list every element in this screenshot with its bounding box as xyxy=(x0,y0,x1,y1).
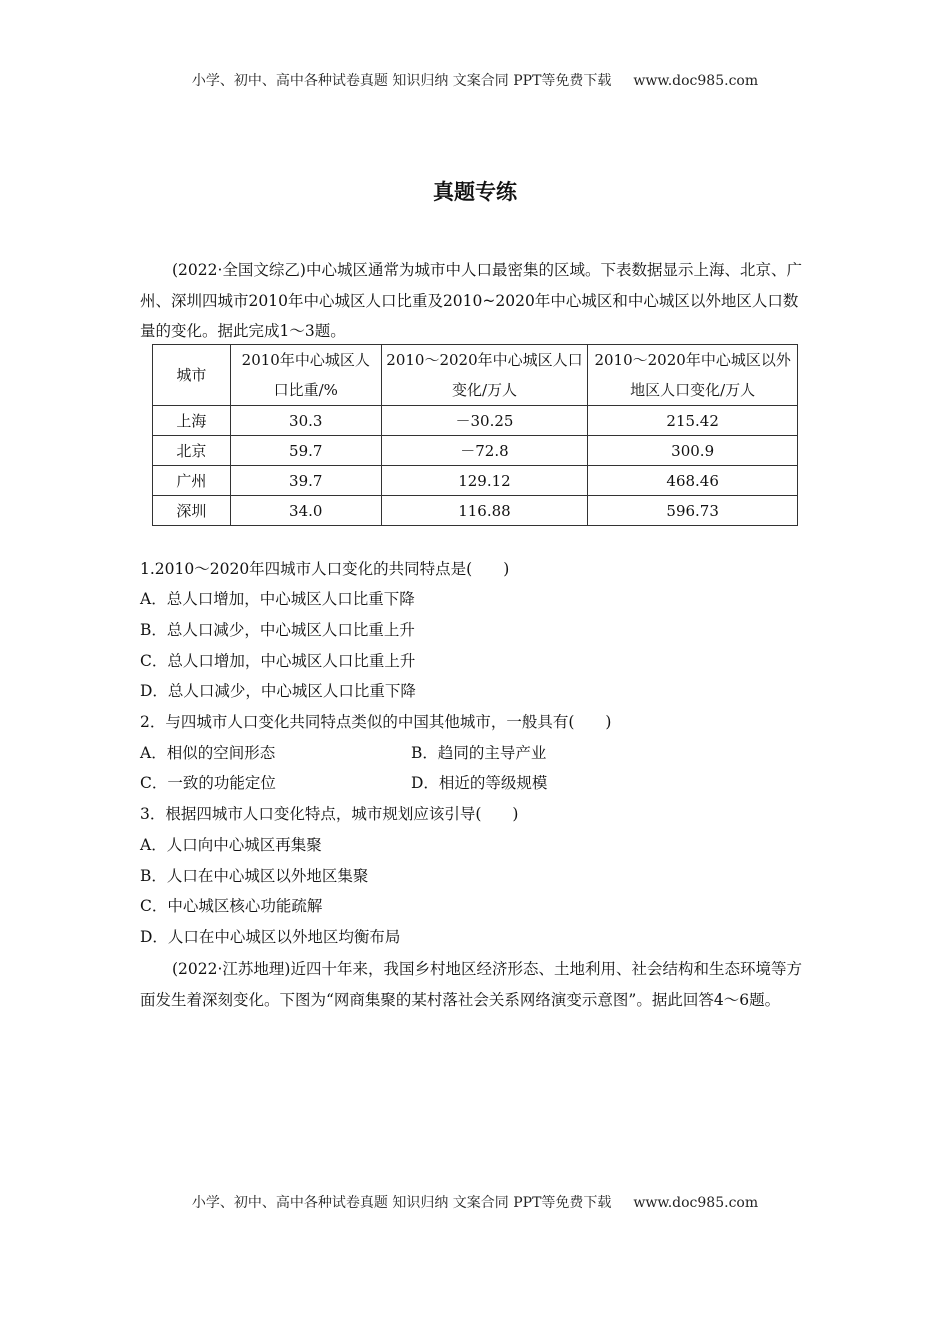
intro-paragraph-2: (2022·江苏地理)近四十年来，我国乡村地区经济形态、土地利用、社会结构和生态环境等方面发生着深刻变化。下图为“网商集聚的某村落社会关系网络演变示意图”。据此回答4～6题。 xyxy=(140,960,802,1009)
table-cell: 30.3 xyxy=(230,406,381,436)
table-cell: 129.12 xyxy=(381,466,588,496)
table-row xyxy=(153,406,798,436)
table-cell: 上海 xyxy=(153,406,231,436)
question-2-option-c[interactable]: C．一致的功能定位 xyxy=(140,774,276,792)
table-cell: 116.88 xyxy=(381,496,588,526)
table-cell: 596.73 xyxy=(588,496,798,526)
page-header xyxy=(0,70,950,90)
question-3-option-b[interactable]: B．人口在中心城区以外地区集聚 xyxy=(140,867,369,885)
question-3-stem: 3．根据四城市人口变化特点，城市规划应该引导( ) xyxy=(140,805,519,823)
table-cell: 215.42 xyxy=(588,406,798,436)
table-cell: －30.25 xyxy=(381,406,588,436)
table-header-row xyxy=(153,345,798,406)
page-title: 真题专练 xyxy=(433,180,517,204)
question-2-option-b[interactable]: B．趋同的主导产业 xyxy=(411,744,547,762)
table-cell: －72.8 xyxy=(381,436,588,466)
header-site[interactable]: www.doc985.com xyxy=(633,73,759,89)
population-table xyxy=(152,344,798,526)
question-1-option-d[interactable]: D．总人口减少，中心城区人口比重下降 xyxy=(140,682,416,700)
table-row xyxy=(153,436,798,466)
table-cell: 468.46 xyxy=(588,466,798,496)
question-3-option-d[interactable]: D．人口在中心城区以外地区均衡布局 xyxy=(140,928,401,946)
question-2-options-row-2 xyxy=(140,768,820,798)
table-cell: 34.0 xyxy=(230,496,381,526)
header-text: 小学、初中、高中各种试卷真题 知识归纳 文案合同 PPT等免费下载 xyxy=(191,73,612,89)
footer-text: 小学、初中、高中各种试卷真题 知识归纳 文案合同 PPT等免费下载 xyxy=(191,1195,612,1211)
question-2-options-row-1 xyxy=(140,738,820,768)
question-1-stem: 1.2010～2020年四城市人口变化的共同特点是( ) xyxy=(140,560,510,578)
question-1-option-b[interactable]: B．总人口减少，中心城区人口比重上升 xyxy=(140,621,415,639)
question-2-option-d[interactable]: D．相近的等级规模 xyxy=(411,774,548,792)
question-1-option-c[interactable]: C．总人口增加，中心城区人口比重上升 xyxy=(140,652,416,670)
question-3-option-a[interactable]: A．人口向中心城区再集聚 xyxy=(140,836,322,854)
table-cell: 北京 xyxy=(153,436,231,466)
table-header-cell: 2010年中心城区人口比重/% xyxy=(230,345,381,406)
table-cell: 300.9 xyxy=(588,436,798,466)
question-2-stem: 2．与四城市人口变化共同特点类似的中国其他城市，一般具有( ) xyxy=(140,713,612,731)
table-header-cell: 2010～2020年中心城区以外地区人口变化/万人 xyxy=(588,345,798,406)
table-cell: 深圳 xyxy=(153,496,231,526)
question-1-option-a[interactable]: A．总人口增加，中心城区人口比重下降 xyxy=(140,590,415,608)
table-row xyxy=(153,496,798,526)
question-2-option-a[interactable]: A．相似的空间形态 xyxy=(140,744,276,762)
table-row xyxy=(153,466,798,496)
footer-site[interactable]: www.doc985.com xyxy=(633,1195,759,1211)
question-3-option-c[interactable]: C．中心城区核心功能疏解 xyxy=(140,897,323,915)
table-cell: 59.7 xyxy=(230,436,381,466)
page-footer xyxy=(0,1192,950,1212)
table-header-cell: 城市 xyxy=(153,345,231,406)
intro-paragraph-1: (2022·全国文综乙)中心城区通常为城市中人口最密集的区域。下表数据显示上海、北京、广州、深圳四城市2010年中心城区人口比重及2010~2020年中心城区和中心城区以外地区人口数量的变化。据此完成1～3题。 xyxy=(140,261,802,340)
table-cell: 广州 xyxy=(153,466,231,496)
table-header-cell: 2010～2020年中心城区人口变化/万人 xyxy=(381,345,588,406)
table-cell: 39.7 xyxy=(230,466,381,496)
